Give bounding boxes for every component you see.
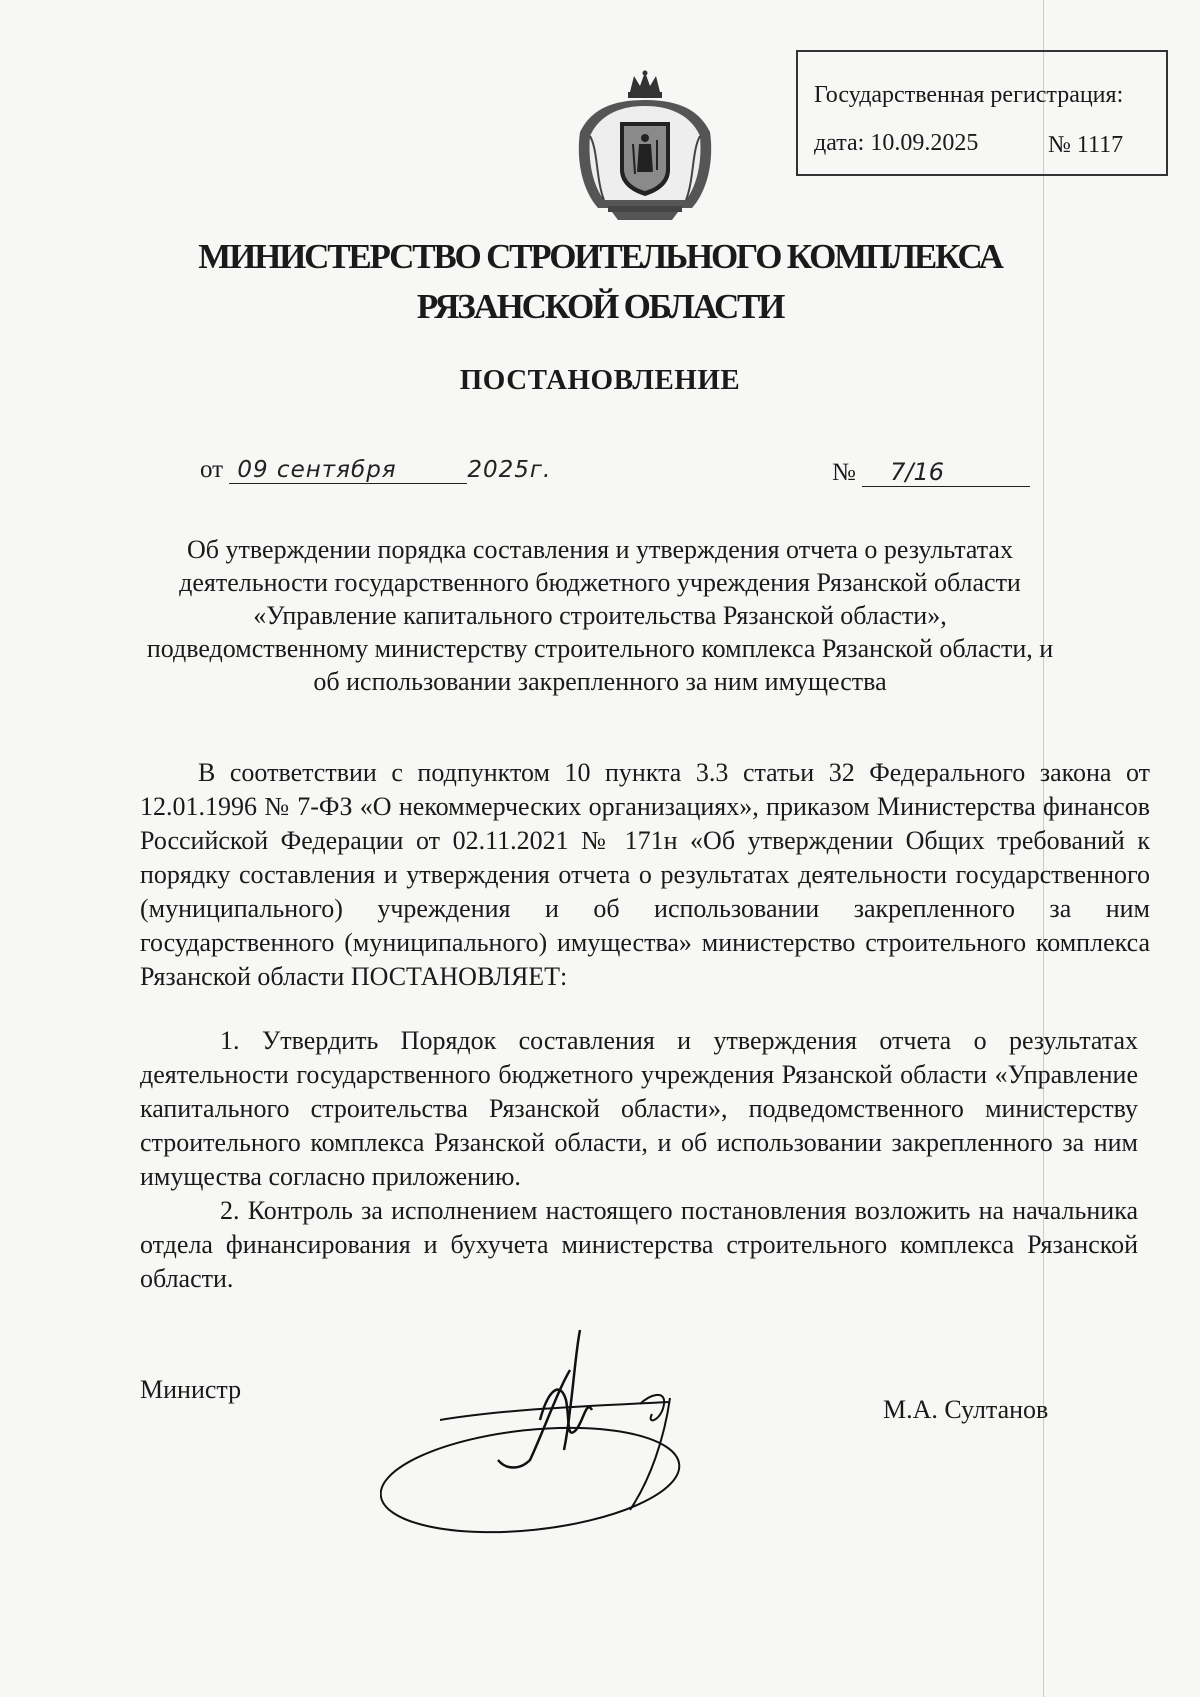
resolution-item-1: 1. Утвердить Порядок составления и утверждения отчета о результатах деятельности государственного бюджетного учреждения Рязанской области «Управление капитального строительства Рязанской области», подведомственного министерству строительного комплекса Рязанской области, и об использовании закрепленного за ним имущества согласно приложению.	[140, 1026, 1138, 1191]
date-prefix: от	[200, 456, 224, 483]
resolution-item-2: 2. Контроль за исполнением настоящего постановления возложить на начальника отдела финансирования и бухучета министерства строительного комплекса Рязанской области.	[140, 1196, 1138, 1293]
handwritten-signature	[380, 1310, 730, 1540]
date-value: 09 сентября	[229, 457, 467, 484]
document-date	[200, 456, 551, 484]
number-prefix: №	[832, 459, 856, 486]
document-number	[832, 458, 1030, 487]
registration-stamp	[796, 50, 1168, 176]
organization-name	[100, 232, 1100, 332]
document-type: ПОСТАНОВЛЕНИЕ	[459, 364, 741, 396]
organization-name-line2: РЯЗАНСКОЙ ОБЛАСТИ	[416, 287, 784, 326]
number-value: 7/16	[862, 458, 1030, 487]
registration-title: Государственная регистрация:	[814, 82, 1124, 108]
signer-position: Министр	[140, 1375, 242, 1404]
organization-name-line1: МИНИСТЕРСТВО СТРОИТЕЛЬНОГО КОМПЛЕКСА	[198, 237, 1002, 276]
coat-of-arms-icon	[568, 70, 722, 220]
preamble-paragraph: В соответствии с подпунктом 10 пункта 3.3 статьи 32 Федерального закона от 12.01.1996 № 7-ФЗ «О некоммерческих организациях», приказом Министерства финансов Российской Федерации от 02.11.2021 № 171н «Об утверждении Общих требований к порядку составления и утверждения отчета о результатах деятельности государственного (муниципального) учреждения и об использовании закрепленного за ним государственного (муниципального) имущества» министерство строительного комплекса Рязанской области ПОСТАНОВЛЯЕТ:	[140, 758, 1150, 991]
signer-name: М.А. Султанов	[883, 1395, 1049, 1424]
registration-date: дата: 10.09.2025	[814, 130, 979, 156]
registration-number: № 1117	[1048, 132, 1124, 158]
document-subject: Об утверждении порядка составления и утверждения отчета о результатах деятельности государственного бюджетного учреждения Рязанской области «Управление капитального строительства Рязанской области», подведомственному министерству строительного комплекса Рязанской области, и об использовании закрепленного за ним имущества	[146, 535, 1054, 696]
date-year: 2025г.	[467, 457, 552, 483]
